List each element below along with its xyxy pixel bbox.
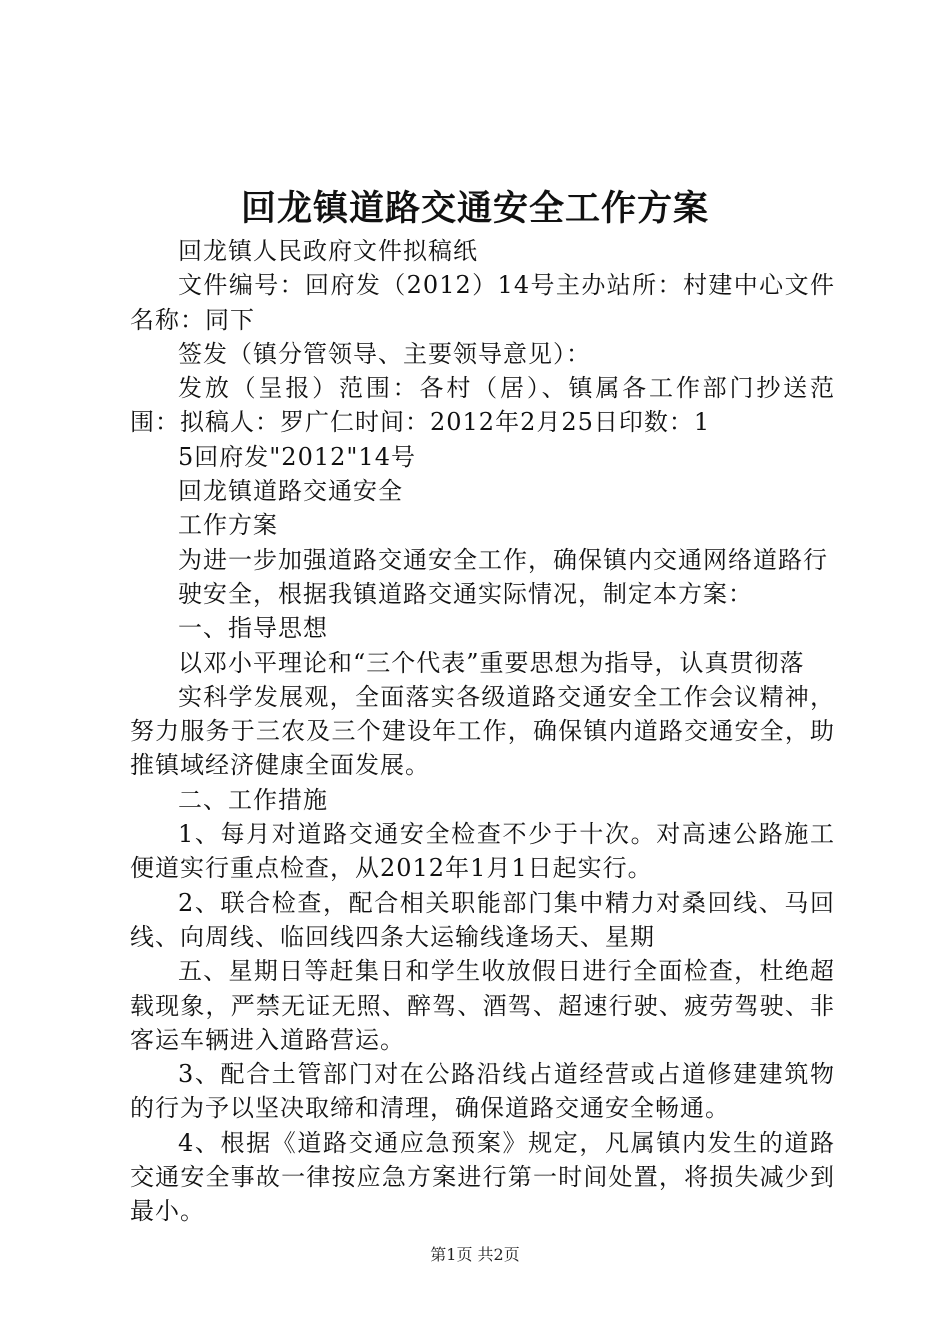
paragraph-subtitle-line2: 工作方案	[178, 511, 278, 540]
paragraph-guiding-2: 实科学发展观，全面落实各级道路交通安全工作会议精神，努力服务于三农及三个建设年工作，确保镇内道路交通安全，助推镇域经济健康全面发展。	[130, 682, 835, 780]
section-heading-guiding-thought: 一、指导思想	[178, 614, 328, 643]
paragraph-file-number: 文件编号：回府发（2012）14号主办站所：村建中心文件名称：同下	[130, 271, 835, 334]
paragraph-measure-2-cont: 五、星期日等赶集日和学生收放假日进行全面检查，杜绝超载现象，严禁无证无照、醉驾、酒驾、超速行驶、疲劳驾驶、非客运车辆进入道路营运。	[130, 957, 835, 1054]
paragraph-document-code: 5回府发"2012"14号	[178, 442, 416, 471]
paragraph-draft-header: 回龙镇人民政府文件拟稿纸	[178, 237, 478, 265]
paragraph-guiding-1: 以邓小平理论和“三个代表”重要思想为指导，认真贯彻落	[178, 648, 805, 677]
document-body	[130, 234, 835, 1229]
paragraph-measure-4: 4、根据《道路交通应急预案》规定，凡属镇内发生的道路交通安全事故一律按应急方案进行第一时间处置，将损失减少到最小。	[130, 1128, 835, 1226]
section-heading-measures: 二、工作措施	[178, 785, 328, 814]
paragraph-measure-3: 3、配合土管部门对在公路沿线占道经营或占道修建建筑物的行为予以坚决取缔和清理，确保道路交通安全畅通。	[130, 1060, 835, 1123]
paragraph-subtitle-line1: 回龙镇道路交通安全	[178, 477, 403, 506]
paragraph-signoff: 签发（镇分管领导、主要领导意见）：	[178, 339, 591, 368]
paragraph-intro-2: 驶安全，根据我镇道路交通实际情况，制定本方案：	[178, 579, 753, 608]
paragraph-intro-1: 为进一步加强道路交通安全工作，确保镇内交通网络道路行	[178, 545, 828, 574]
page-indicator: 第1页 共2页	[430, 1245, 520, 1264]
paragraph-measure-1: 1、每月对道路交通安全检查不少于十次。对高速公路施工便道实行重点检查，从2012年1月1日起实行。	[130, 820, 835, 883]
paragraph-measure-2: 2、联合检查，配合相关职能部门集中精力对桑回线、马回线、向周线、临回线四条大运输线逢场天、星期	[130, 888, 835, 951]
paragraph-distribution: 发放（呈报）范围：各村（居）、镇属各工作部门抄送范围：拟稿人：罗广仁时间：2012年2月25日印数：1	[130, 374, 835, 437]
page-title: 回龙镇道路交通安全工作方案	[240, 188, 709, 229]
